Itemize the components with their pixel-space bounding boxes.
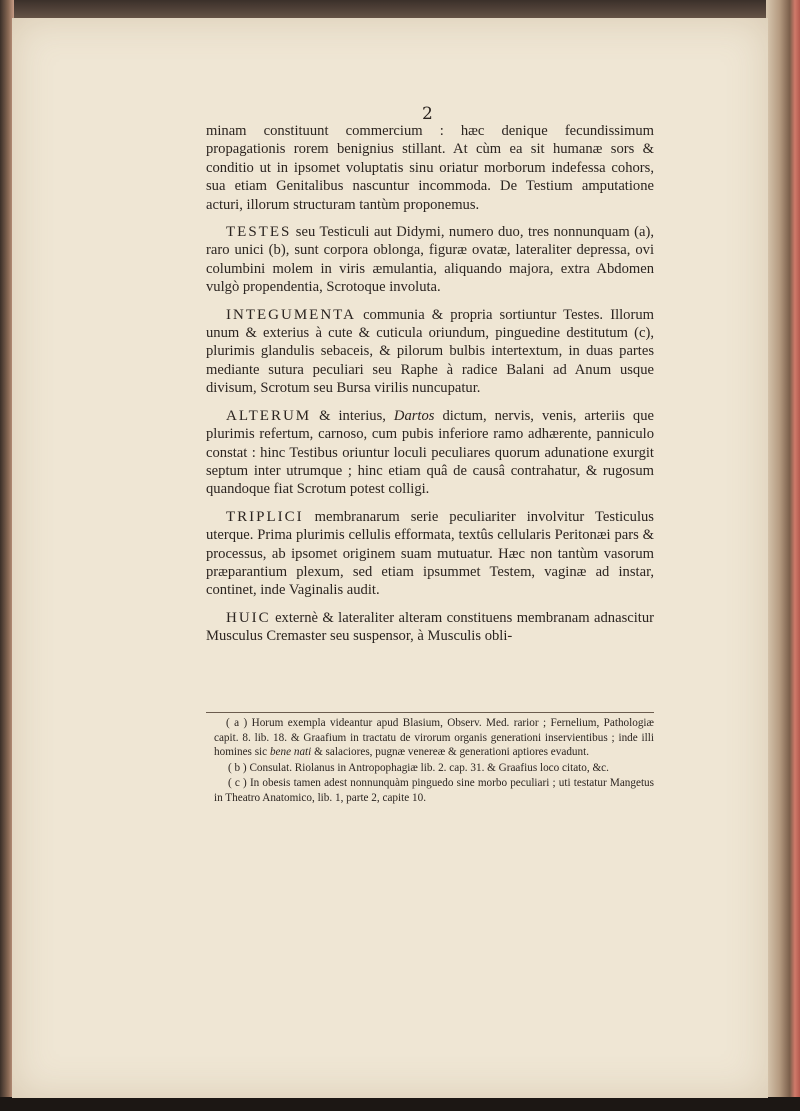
body-text xyxy=(206,122,654,655)
paragraph-lead: INTEGUMENTA xyxy=(226,306,356,323)
footnote-divider xyxy=(206,712,654,713)
paragraph-text: membranarum serie peculiariter involvitur Testiculus uterque. Prima plurimis cellulis efformata, textûs cellularis Peritonæi pars & processus, ab ipsomet originem suam mutuatur. Hæc non tantùm vasorum præparantium plexum, sed etiam ipsummet Testem, vaginæ ad instar, continet, inde Vaginalis audit. xyxy=(206,508,654,599)
footnote-c xyxy=(214,776,654,805)
paragraph-alterum xyxy=(206,407,654,499)
paragraph-triplici xyxy=(206,508,654,600)
paragraph-integumenta xyxy=(206,306,654,398)
footnote-mark: ( a ) xyxy=(226,717,248,729)
page-number: 2 xyxy=(422,104,433,124)
footnote-b xyxy=(214,761,654,776)
paragraph-text: seu Testiculi aut Didymi, numero duo, tres nonnunquam (a), raro unici (b), sunt corpora oblonga, figuræ ovatæ, lateraliter depressa, ovi columbini molem in viris æmulantia, aliquando majora, extra Abdomen vulgò propendentia, Scrotoque involuta. xyxy=(206,224,654,296)
footnote-text: Horum exempla videantur apud Blasium, Observ. Med. rarior ; Fernelium, Pathologiæ capit. 8. lib. 18. & Graafium in tractatu de virorum organis generationi inservientibus ; inde illi homines sic xyxy=(214,717,654,759)
paragraph-lead: ALTERUM xyxy=(226,407,312,424)
footnote-text: Consulat. Riolanus in Antropophagiæ lib. 2. cap. 31. & Graafius loco citato, &c. xyxy=(246,761,609,774)
paragraph-lead: TESTES xyxy=(226,224,292,241)
footnote-text: In obesis tamen adest nonnunquàm pinguedo sine morbo peculiari ; uti testatur Mangetus in Theatro Anatomico, lib. 1, parte 2, capite 10. xyxy=(214,777,654,804)
paragraph-lead: HUIC xyxy=(226,609,271,626)
footnote-italic: bene nati xyxy=(269,746,312,759)
paragraph-huic xyxy=(206,609,654,646)
footnote-text: & salaciores, pugnæ venereæ & generationi aptiores evadunt. xyxy=(311,746,590,759)
footnote-mark: ( b ) xyxy=(228,761,247,774)
italic-term: Dartos xyxy=(393,407,435,424)
paragraph-text: communia & propria sortiuntur Testes. Illorum unum & exterius à cute & cuticula oriundum, pinguedine destitutum (c), plurimis glandulis sebaceis, & pilorum bulbis intertextum, in duas partes mediante sutura peculiari seu Raphe à radice Balani ad Anum usque divisum, Scrotum seu Bursa virilis nuncupatur. xyxy=(206,306,654,397)
paragraph-text: externè & lateraliter alteram constituens membranam adnascitur Musculus Cremaster seu suspensor, à Musculis obli- xyxy=(206,609,654,645)
paragraph-testes xyxy=(206,223,654,297)
footnote-mark: ( c ) xyxy=(228,777,247,790)
paragraph-text: & interius, xyxy=(311,407,394,424)
paragraph-intro: minam constituunt commercium : hæc denique fecundissimum propagationis rorem benignius stillant. At cùm ea sit humanæ sors & conditio ut in ipsomet voluptatis sinu oriatur morborum indefessa cohors, sua etiam Genitalibus nascuntur incommoda. De Testium amputatione acturi, illorum structuram tantùm proponemus. xyxy=(206,123,654,213)
footnote-a xyxy=(214,716,654,760)
book-bottom-edge xyxy=(0,1097,800,1111)
footnotes xyxy=(214,716,654,807)
paragraph-lead: TRIPLICI xyxy=(226,508,304,525)
paragraph-text: dictum, nervis, venis, arteriis que plurimis refertum, carnoso, cum pubis inferiore ramo adhærente, panniculo constat : hinc Testibus oriuntur loculi peculiares quorum adunatione exurgit septum inter utrumque ; hinc etiam quâ de causâ contrahatur, & rugosum quandoque fiat Scrotum potest colligi. xyxy=(206,407,654,498)
book-right-edge xyxy=(766,0,800,1111)
